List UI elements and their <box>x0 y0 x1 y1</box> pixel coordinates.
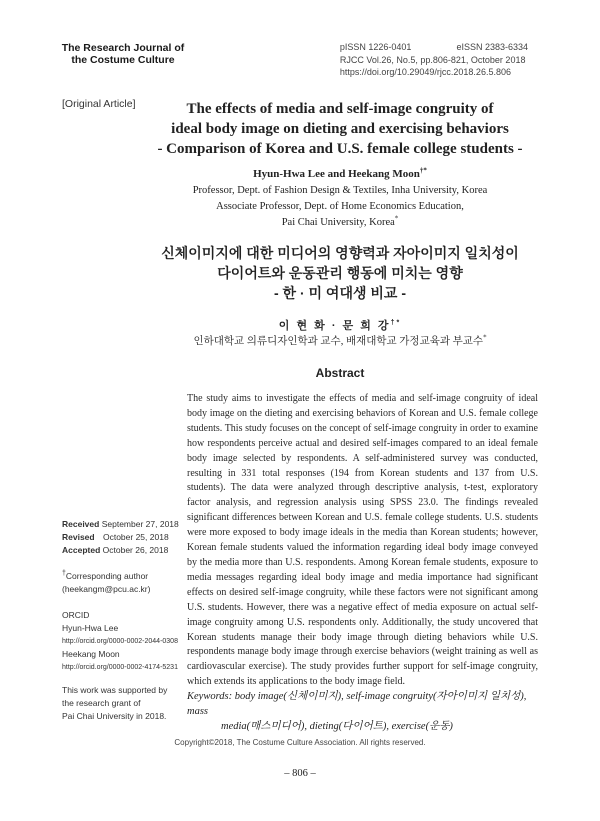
title-line3: - Comparison of Korea and U.S. female college students - <box>157 141 523 157</box>
korean-title-line3: - 한 · 미 여대생 비교 - <box>274 285 406 301</box>
journal-name-line2: the Costume Culture <box>71 54 175 66</box>
korean-affiliation <box>130 333 550 348</box>
article-type: [Original Article] <box>62 98 136 110</box>
accepted-label: Accepted <box>62 545 101 555</box>
korean-authors-sup: †* <box>390 319 402 327</box>
orcid-section <box>62 609 178 674</box>
korean-authors <box>130 317 550 333</box>
journal-name-line1: The Research Journal of <box>61 42 185 54</box>
issn-electronic: eISSN 2383-6334 <box>456 42 528 52</box>
orcid-label: ORCID <box>62 610 90 620</box>
abstract-body: The study aims to investigate the effects of media and self-image congruity of ideal body image on the dieting and exercising behaviors of Korean and U.S. female college students. This study focuses on the concept of self-image congruity in order to examine how respondents perceive actual and desired self-images compared to an ideal female body image selected by respondents. A self-administered survey was conducted, resulting in 331 total responses (194 from Korean students and 137 from U.S. students). The data were analyzed through descriptive analysis, t-test, exploratory factor analysis, and regression analysis using SPSS 23.0. The findings revealed significant differences between Korean and U.S. female college students. U.S. students were more exposed to body image ideals in the media than Korean students; however, Korean female students valued the information regarding ideal body image conveyed by the media more than U.S. respondents. Among Korean female students, exposure to media messages regarding ideal body image and media importance had significant effects on desired self-image congruity, while these factors were not significant among U.S. students. However, there was a negative effect of media exposure on actual self-image congruity among U.S. respondents only. Additionally, the study uncovered that Korean students manage their body image through dieting behaviors while U.S. respondents manage body image through exercise behaviors (weight training as well as cardiovascular exercise). The study provides further support for self-image congruity, which extends its applications to the body image field. <box>187 393 538 688</box>
author-names-sup: †* <box>419 166 427 175</box>
keywords-label: Keywords: <box>187 691 233 702</box>
keywords-line2: media(매스미디어), dieting(다이어트), exercise(운동) <box>221 721 453 732</box>
corresponding-sup: † <box>62 570 66 578</box>
accepted-date: October 26, 2018 <box>102 545 169 555</box>
korean-title-line1: 신체이미지에 대한 미디어의 영향력과 자아이미지 일치성이 <box>161 245 519 261</box>
orcid1-name: Hyun-Hwa Lee <box>62 623 119 633</box>
grant-line3: Pai Chai University in 2018. <box>62 711 167 721</box>
title-line1: The effects of media and self-image congruity of <box>186 101 494 117</box>
affiliation-line1: Professor, Dept. of Fashion Design & Textiles, Inha University, Korea <box>192 185 488 196</box>
received-date: September 27, 2018 <box>101 519 179 529</box>
corresponding-label: Corresponding author <box>65 571 149 581</box>
grant-line1: This work was supported by <box>62 685 168 695</box>
paper-title <box>130 99 550 159</box>
grant-note <box>62 684 167 723</box>
keywords-line1: body image(신체이미지), self-image congruity(자아이미지 일치성), mass <box>187 691 527 717</box>
journal-meta <box>340 41 528 79</box>
korean-affiliation-sup: * <box>483 333 487 342</box>
orcid1-url[interactable]: http://orcid.org/0000-0002-2044-0308 <box>62 638 178 645</box>
grant-line2: the research grant of <box>62 698 141 708</box>
orcid2-name: Heekang Moon <box>62 649 120 659</box>
affiliation-line2: Associate Professor, Dept. of Home Economics Education, <box>216 201 464 212</box>
abstract-heading: Abstract <box>315 366 365 380</box>
page-number: – 806 – <box>284 768 316 779</box>
journal-name <box>42 42 204 66</box>
revised-label: Revised <box>62 532 95 542</box>
issn-print: pISSN 1226-0401 <box>339 42 412 52</box>
korean-title <box>130 243 550 303</box>
orcid2-url[interactable]: http://orcid.org/0000-0002-4174-5231 <box>62 664 178 671</box>
affiliations <box>130 183 550 231</box>
korean-authors-text: 이 현 화 · 문 희 강 <box>278 320 391 332</box>
keywords <box>187 689 538 734</box>
corresponding-email[interactable]: (heekangm@pcu.ac.kr) <box>62 584 151 594</box>
title-line2: ideal body image on dieting and exercising behaviors <box>171 121 509 137</box>
received-label: Received <box>62 519 100 529</box>
korean-affiliation-text: 인하대학교 의류디자인학과 교수, 배재대학교 가정교육과 부교수 <box>193 336 484 347</box>
korean-title-line2: 다이어트와 운동관리 행동에 미치는 영향 <box>217 265 463 281</box>
affiliation-line3-sup: * <box>394 214 399 223</box>
copyright-notice: Copyright©2018, The Costume Culture Association. All rights reserved. <box>174 738 426 747</box>
affiliation-line3: Pai Chai University, Korea <box>281 217 395 228</box>
author-names <box>130 168 550 180</box>
revised-date: October 25, 2018 <box>102 532 169 542</box>
volume-info: RJCC Vol.26, No.5, pp.806-821, October 2018 <box>339 54 526 65</box>
author-names-text: Hyun-Hwa Lee and Heekang Moon <box>253 168 420 180</box>
doi-link[interactable]: https://doi.org/10.29049/rjcc.2018.26.5.806 <box>339 67 511 77</box>
corresponding-author <box>62 570 150 596</box>
article-dates <box>62 518 179 557</box>
